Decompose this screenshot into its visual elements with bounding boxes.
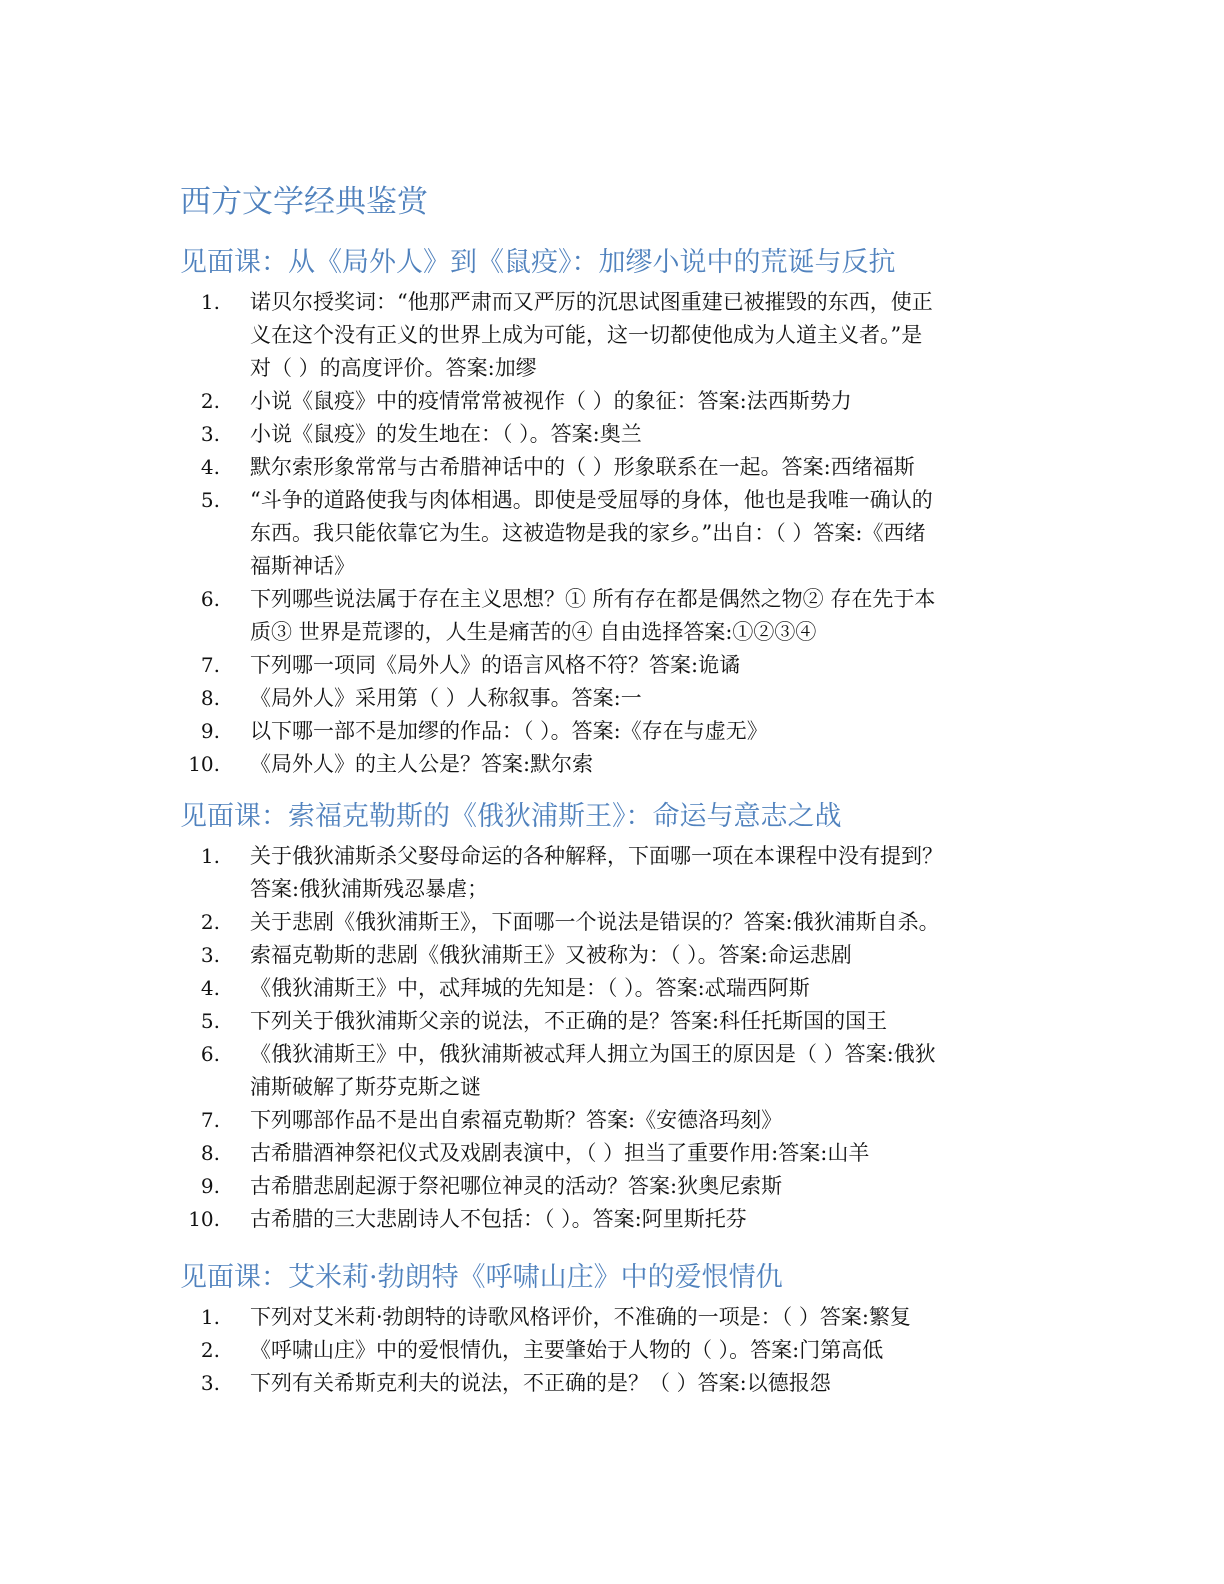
section-heading-wuthering-heights: 见面课：艾米莉·勃朗特《呼啸山庄》中的爱恨情仇 bbox=[180, 1262, 783, 1293]
question-item bbox=[0, 484, 1224, 583]
question-number: 5. bbox=[200, 488, 220, 512]
question-number: 6. bbox=[200, 1042, 220, 1066]
question-text: 《俄狄浦斯王》中，俄狄浦斯被忒拜人拥立为国王的原因是（ ）答案:俄狄 浦斯破解了斯芬克斯之谜 bbox=[250, 1042, 936, 1099]
question-text: 下列有关希斯克利夫的说法，不正确的是？（ ）答案:以德报怨 bbox=[250, 1371, 831, 1395]
question-item bbox=[0, 972, 1224, 1005]
question-item bbox=[0, 1334, 1224, 1367]
question-text: 古希腊悲剧起源于祭祀哪位神灵的活动？答案:狄奥尼索斯 bbox=[250, 1174, 783, 1198]
question-number: 1. bbox=[200, 844, 220, 868]
question-number: 2. bbox=[200, 910, 220, 934]
question-list-oedipus bbox=[0, 840, 1224, 1236]
question-text: 默尔索形象常常与古希腊神话中的（ ）形象联系在一起。答案:西绪福斯 bbox=[250, 455, 915, 479]
question-number: 7. bbox=[200, 1108, 220, 1132]
question-item bbox=[0, 1367, 1224, 1400]
section-heading-oedipus: 见面课：索福克勒斯的《俄狄浦斯王》：命运与意志之战 bbox=[180, 801, 842, 832]
question-number: 1. bbox=[200, 1305, 220, 1329]
question-text: 关于悲剧《俄狄浦斯王》，下面哪一个说法是错误的？答案:俄狄浦斯自杀。 bbox=[250, 910, 940, 934]
question-item bbox=[0, 286, 1224, 385]
question-item bbox=[0, 682, 1224, 715]
question-text: “斗争的道路使我与肉体相遇。即使是受屈辱的身体，他也是我唯一确认的 东西。我只能依靠它为生。这被造物是我的家乡。”出自：（ ）答案:《西绪 福斯神话》 bbox=[250, 488, 933, 578]
question-number: 9. bbox=[200, 719, 220, 743]
document-title: 西方文学经典鉴赏 bbox=[180, 184, 428, 220]
question-text: 下列关于俄狄浦斯父亲的说法，不正确的是？答案:科任托斯国的国王 bbox=[250, 1009, 888, 1033]
question-item bbox=[0, 418, 1224, 451]
question-item bbox=[0, 583, 1224, 649]
question-text: 下列哪些说法属于存在主义思想？① 所有存在都是偶然之物② 存在先于本 质③ 世界是荒谬的，人生是痛苦的④ 自由选择答案:①②③④ bbox=[250, 587, 936, 644]
question-text: 关于俄狄浦斯杀父娶母命运的各种解释，下面哪一项在本课程中没有提到？ 答案:俄狄浦斯残忍暴虐； bbox=[250, 844, 943, 901]
question-list-camus bbox=[0, 286, 1224, 781]
question-number: 8. bbox=[200, 686, 220, 710]
question-text: 《呼啸山庄》中的爱恨情仇，主要肇始于人物的（ ）。答案:门第高低 bbox=[250, 1338, 884, 1362]
question-item bbox=[0, 649, 1224, 682]
question-number: 3. bbox=[200, 943, 220, 967]
question-text: 《局外人》采用第（ ）人称叙事。答案:一 bbox=[250, 686, 642, 710]
question-number: 2. bbox=[200, 1338, 220, 1362]
question-list-wuthering-heights bbox=[0, 1301, 1224, 1400]
question-text: 索福克勒斯的悲剧《俄狄浦斯王》又被称为：（ ）。答案:命运悲剧 bbox=[250, 943, 852, 967]
question-text: 古希腊的三大悲剧诗人不包括：（ ）。答案:阿里斯托芬 bbox=[250, 1207, 747, 1231]
question-item bbox=[0, 715, 1224, 748]
question-item bbox=[0, 451, 1224, 484]
question-number: 5. bbox=[200, 1009, 220, 1033]
question-item bbox=[0, 840, 1224, 906]
question-number: 7. bbox=[200, 653, 220, 677]
question-text: 小说《鼠疫》的发生地在：（ ）。答案:奥兰 bbox=[250, 422, 642, 446]
question-number: 10. bbox=[188, 752, 220, 776]
question-item bbox=[0, 939, 1224, 972]
question-number: 6. bbox=[200, 587, 220, 611]
question-number: 8. bbox=[200, 1141, 220, 1165]
question-item bbox=[0, 748, 1224, 781]
question-number: 10. bbox=[188, 1207, 220, 1231]
question-item bbox=[0, 1038, 1224, 1104]
question-text: 以下哪一部不是加缪的作品：（ ）。答案:《存在与虚无》 bbox=[250, 719, 768, 743]
section-heading-camus: 见面课：从《局外人》到《鼠疫》：加缪小说中的荒诞与反抗 bbox=[180, 247, 896, 278]
question-item bbox=[0, 1104, 1224, 1137]
question-number: 2. bbox=[200, 389, 220, 413]
question-item bbox=[0, 1137, 1224, 1170]
question-item bbox=[0, 906, 1224, 939]
question-item bbox=[0, 1301, 1224, 1334]
question-text: 古希腊酒神祭祀仪式及戏剧表演中，（ ）担当了重要作用:答案:山羊 bbox=[250, 1141, 870, 1165]
question-number: 3. bbox=[200, 422, 220, 446]
question-number: 9. bbox=[200, 1174, 220, 1198]
question-number: 4. bbox=[200, 976, 220, 1000]
question-item bbox=[0, 1203, 1224, 1236]
question-text: 《俄狄浦斯王》中，忒拜城的先知是：（ ）。答案:忒瑞西阿斯 bbox=[250, 976, 810, 1000]
question-text: 诺贝尔授奖词：“他那严肃而又严厉的沉思试图重建已被摧毁的东西，使正 义在这个没有正义的世界上成为可能，这一切都使他成为人道主义者。”是 对（ ）的高度评价。答案:加缪 bbox=[250, 290, 933, 380]
question-number: 3. bbox=[200, 1371, 220, 1395]
question-item bbox=[0, 385, 1224, 418]
question-item bbox=[0, 1170, 1224, 1203]
question-text: 下列哪一项同《局外人》的语言风格不符？答案:诡谲 bbox=[250, 653, 741, 677]
question-text: 《局外人》的主人公是？答案:默尔索 bbox=[250, 752, 594, 776]
question-item bbox=[0, 1005, 1224, 1038]
question-text: 下列哪部作品不是出自索福克勒斯？答案:《安德洛玛刻》 bbox=[250, 1108, 783, 1132]
question-text: 小说《鼠疫》中的疫情常常被视作（ ）的象征：答案:法西斯势力 bbox=[250, 389, 852, 413]
question-text: 下列对艾米莉·勃朗特的诗歌风格评价，不准确的一项是：（ ）答案:繁复 bbox=[250, 1305, 911, 1329]
question-number: 4. bbox=[200, 455, 220, 479]
question-number: 1. bbox=[200, 290, 220, 314]
